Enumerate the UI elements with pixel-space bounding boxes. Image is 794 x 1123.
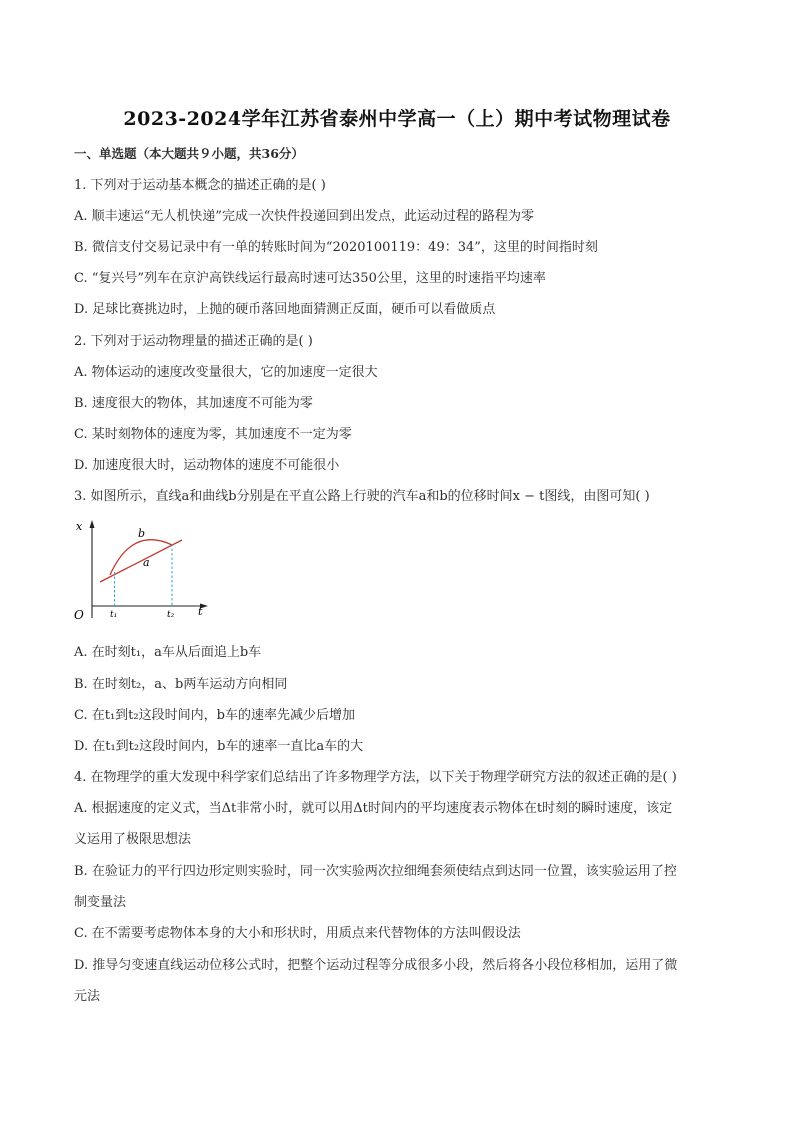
q1-option-b: B. 微信支付交易记录中有一单的转账时间为“2020100119：49：34”，这里的时间指时刻 — [74, 240, 598, 255]
x-axis-label: t — [198, 605, 203, 618]
q4-stem: 4. 在物理学的重大发现中科学家们总结出了许多物理学方法，以下关于物理学研究方法的叙述正确的是( ) — [74, 770, 677, 785]
line-a — [100, 540, 182, 582]
t1-label: t₁ — [110, 610, 118, 620]
q2-option-c: C. 某时刻物体的速度为零，其加速度不一定为零 — [74, 427, 352, 442]
page-title: 2023-2024学年江苏省泰州中学高一（上）期中考试物理试卷 — [123, 108, 671, 130]
q3-option-d: D. 在t₁到t₂这段时间内，b车的速率一直比a车的大 — [74, 739, 364, 754]
y-axis-label: x — [76, 520, 83, 533]
q1-stem: 1. 下列对于运动基本概念的描述正确的是( ) — [74, 178, 326, 193]
q2-option-b: B. 速度很大的物体，其加速度不可能为零 — [74, 396, 313, 411]
q2-stem: 2. 下列对于运动物理量的描述正确的是( ) — [74, 334, 313, 349]
q4-option-b-line2: 制变量法 — [74, 895, 127, 910]
q4-option-c: C. 在不需要考虑物体本身的大小和形状时，用质点来代替物体的方法叫假设法 — [74, 926, 521, 941]
xt-graph — [70, 518, 210, 628]
curve-b-label: b — [138, 527, 146, 540]
q1-option-a: A. 顺丰速运“无人机快递”完成一次快件投递回到出发点，此运动过程的路程为零 — [74, 209, 534, 224]
curve-b — [110, 540, 172, 575]
q4-option-b-line1: B. 在验证力的平行四边形定则实验时，同一次实验两次拉细绳套须使结点到达同一位置，该实验运用了控 — [74, 864, 677, 879]
origin-label: O — [74, 608, 84, 622]
q1-option-d: D. 足球比赛挑边时，上抛的硬币落回地面猜测正反面，硬币可以看做质点 — [74, 302, 496, 317]
q4-option-a-line2: 义运用了极限思想法 — [74, 832, 192, 847]
q4-option-a-line1: A. 根据速度的定义式，当Δt非常小时，就可以用Δt时间内的平均速度表示物体在t时刻的瞬时速度，该定 — [74, 801, 673, 816]
line-a-label: a — [143, 556, 150, 569]
y-axis-arrow-icon — [90, 520, 95, 528]
q3-option-a: A. 在时刻t₁，a车从后面追上b车 — [74, 645, 262, 660]
q4-option-d-line2: 元法 — [74, 989, 101, 1004]
q3-stem: 3. 如图所示，直线a和曲线b分别是在平直公路上行驶的汽车a和b的位移时间x − t图线，由图可知( ) — [74, 489, 650, 504]
section-heading: 一、单选题（本大题共９小题，共36分） — [74, 146, 304, 161]
q3-option-b: B. 在时刻t₂，a、b两车运动方向相同 — [74, 677, 288, 692]
q2-option-a: A. 物体运动的速度改变量很大，它的加速度一定很大 — [74, 365, 378, 380]
q2-option-d: D. 加速度很大时，运动物体的速度不可能很小 — [74, 458, 340, 473]
q4-option-d-line1: D. 推导匀变速直线运动位移公式时，把整个运动过程等分成很多小段，然后将各小段位移相加，运用了微 — [74, 958, 678, 973]
q3-option-c: C. 在t₁到t₂这段时间内，b车的速率先减少后增加 — [74, 708, 355, 723]
t2-label: t₂ — [167, 610, 175, 620]
q1-option-c: C. “复兴号”列车在京沪高铁线运行最高时速可达350公里，这里的时速指平均速率 — [74, 271, 546, 286]
